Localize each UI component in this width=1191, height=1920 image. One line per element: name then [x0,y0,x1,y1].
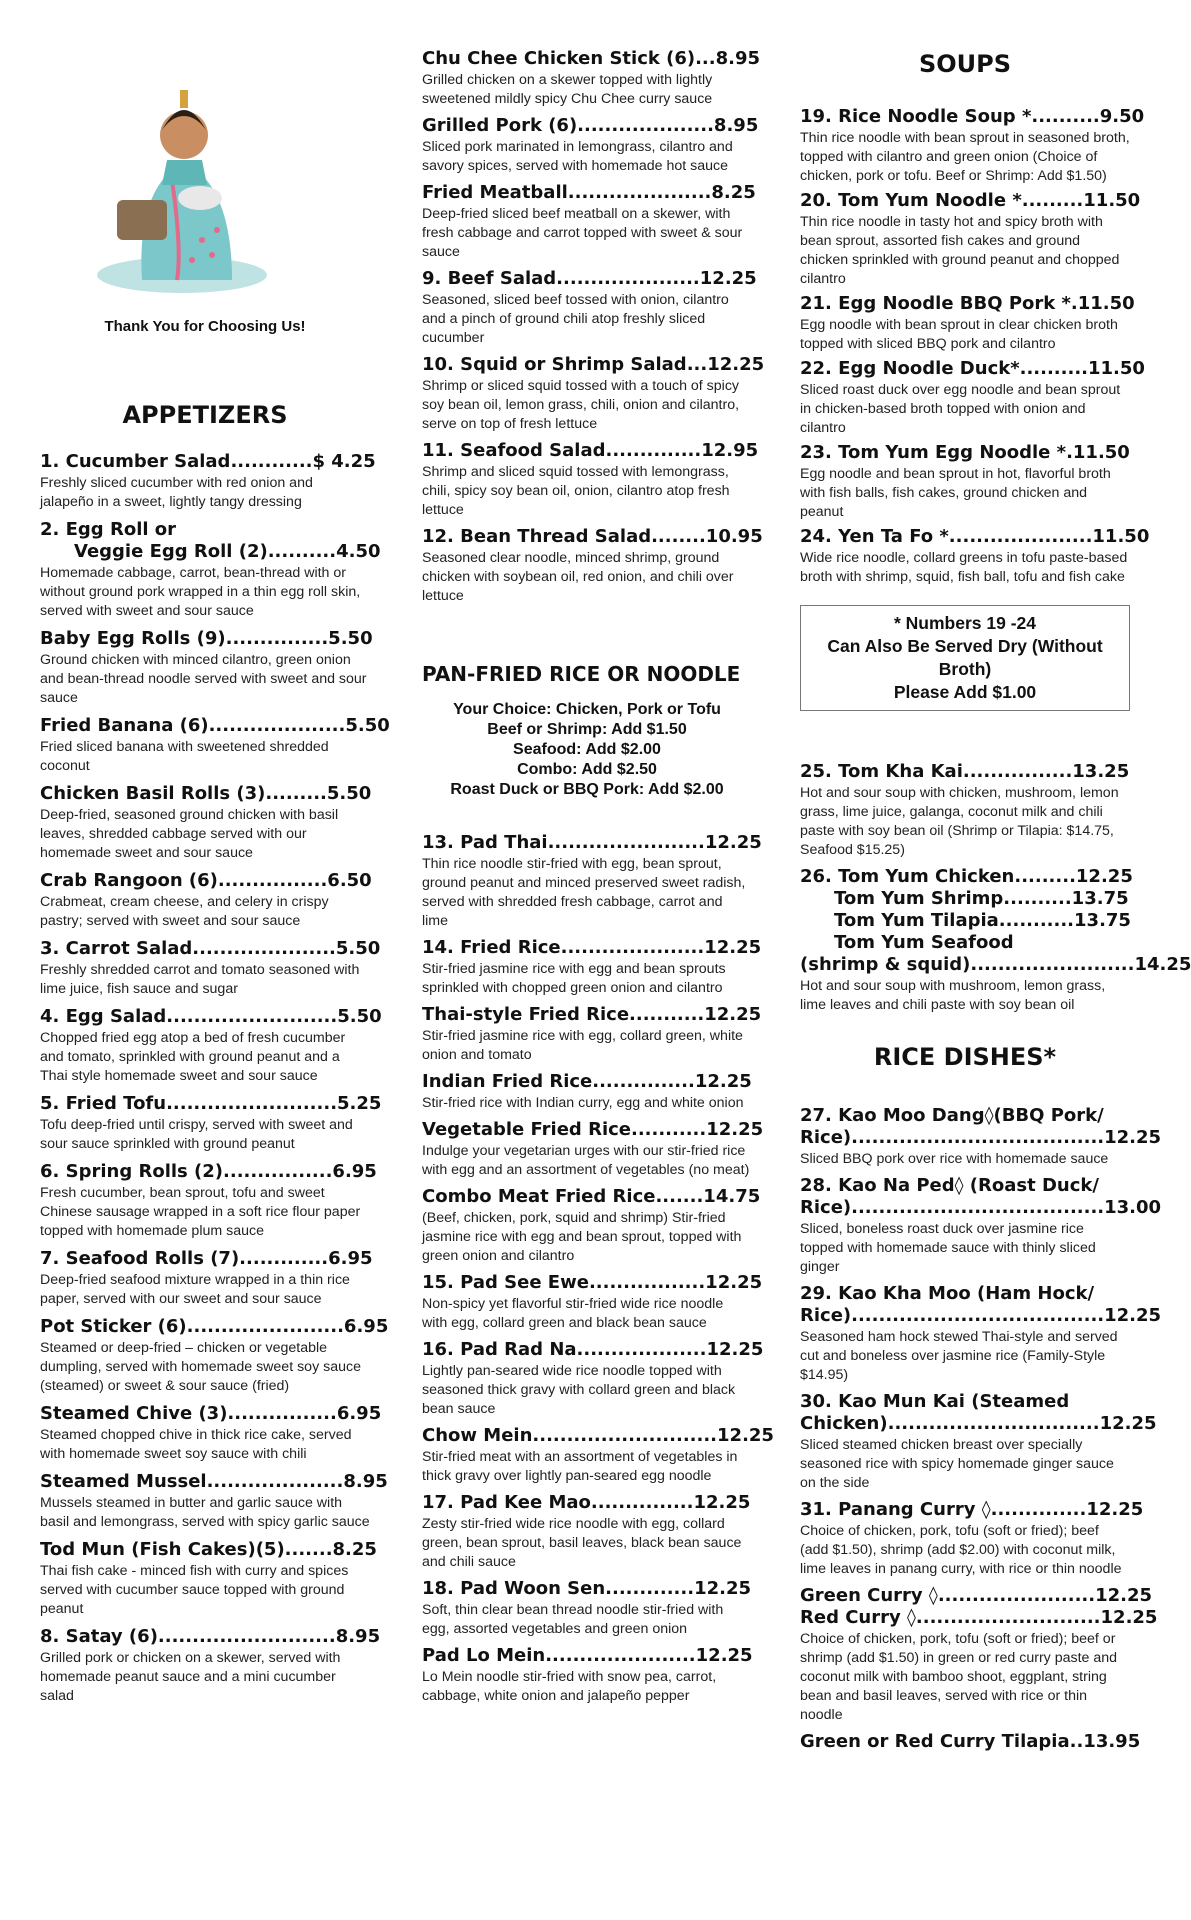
menu-item [40,1471,388,1532]
thank-you-text: Thank You for Choosing Us! [104,318,306,335]
option-line: Your Choice: Chicken, Pork or Tofu [453,701,721,718]
soups-list [800,106,1150,587]
menu-item-name: Pad Lo Mein......................12.25 [422,1645,753,1666]
menu-item-description: Stir-fried jasmine rice with egg, collard green, white onion and tomato [422,1028,743,1063]
menu-item-name: 25. Tom Kha Kai................13.25 [800,761,1130,782]
appetizers-list [40,451,390,1706]
menu-item-description: Freshly shredded carrot and tomato seasoned with lime juice, fish sauce and sugar [40,962,360,997]
menu-item-description: Stir-fried rice with Indian curry, egg and white onion [422,1095,744,1111]
menu-item-description: Egg noodle with bean sprout in clear chicken broth topped with sliced BBQ pork and cilantro [800,317,1118,352]
menu-item-name: Fried Banana (6)....................5.50 [40,715,390,736]
menu-item-description: Deep-fried sliced beef meatball on a skewer, with fresh cabbage and carrot topped with sweet & sour sauce [422,206,743,260]
menu-item-name: Chu Chee Chicken Stick (6)...8.95 [422,48,761,69]
menu-item [800,1105,1130,1127]
menu-item [800,293,1135,354]
menu-item-description: Thin rice noodle stir-fried with egg, bean sprout, ground peanut and minced preserved sweet radish, served with shredded fresh cabbage, carrot and lime [422,856,746,929]
menu-item [422,268,757,348]
menu-item-name: 11. Seafood Salad..............12.95 [422,440,759,461]
menu-item-name: 5. Fried Tofu.........................5.25 [40,1093,382,1114]
menu-item [800,1305,1162,1385]
menu-item-name: Crab Rangoon (6)................6.50 [40,870,372,891]
pan-fried-title: PAN-FRIED RICE OR NOODLE [422,662,741,686]
menu-item-name: 16. Pad Rad Na...................12.25 [422,1339,764,1360]
menu-item-name: Tom Yum Seafood [834,932,1014,953]
appetizers-continued-list [422,48,765,606]
menu-item-name: 12. Bean Thread Salad........10.95 [422,526,763,547]
menu-item-name: Pot Sticker (6).......................6.95 [40,1316,389,1337]
menu-item [422,937,762,998]
column-3 [800,0,1191,1753]
menu-item-name: 6. Spring Rolls (2)................6.95 [40,1161,377,1182]
menu-item [40,451,376,512]
menu-item [40,628,373,708]
menu-item-name: Tom Yum Tilapia...........13.75 [834,910,1131,931]
menu-item-name: Tom Yum Shrimp..........13.75 [834,888,1129,909]
menu-item-name: Red Curry ◊...........................12.25 [800,1607,1158,1628]
menu-item-description: Stir-fried meat with an assortment of vegetables in thick gravy over lightly pan-seared egg noodle [422,1449,738,1484]
column-2 [422,0,774,1712]
menu-item-name: Chicken)...............................12.25 [800,1413,1157,1434]
note-line: Can Also Be Served Dry (Without Broth) [827,636,1103,679]
menu-item-description: Fried sliced banana with sweetened shredded coconut [40,739,329,774]
menu-item [40,870,370,931]
menu-item-description: Grilled pork or chicken on a skewer, served with homemade peanut sauce and a mini cucumber salad [40,1650,341,1704]
menu-item [40,1093,382,1154]
menu-item-name: 29. Kao Kha Moo (Ham Hock/ [800,1283,1095,1304]
menu-item [422,1578,752,1639]
menu-item [800,866,1133,888]
menu-item-description: Stir-fried jasmine rice with egg and bean sprouts sprinkled with chopped green onion and cilantro [422,961,726,996]
menu-item [800,1413,1157,1493]
menu-item [40,783,370,863]
menu-item-description: Shrimp or sliced squid tossed with a touch of spicy soy bean oil, lemon grass, chili, onion and cilantro, serve on top of fresh lettuce [422,378,740,432]
menu-item-name: Steamed Mussel....................8.95 [40,1471,388,1492]
menu-item-description: Zesty stir-fried wide rice noodle with egg, collard green, bean sprout, basil leaves, black bean sauce and chili sauce [422,1516,742,1570]
menu-item-name: Chicken Basil Rolls (3).........5.50 [40,783,372,804]
menu-item-description: Deep-fried, seasoned ground chicken with basil leaves, shredded cabbage served with our homemade sweet and sour sauce [40,807,339,861]
menu-item-description: Crabmeat, cream cheese, and celery in crispy pastry; served with sweet and sour sauce [40,894,329,929]
menu-item-name: Vegetable Fried Rice...........12.25 [422,1119,764,1140]
menu-item [800,1197,1162,1277]
menu-item [800,190,1141,289]
menu-item-name: 26. Tom Yum Chicken.........12.25 [800,866,1133,887]
menu-item-description: Thai fish cake - minced fish with curry and spices served with cucumber sauce topped with ground peanut [40,1563,349,1617]
menu-item-description: Grilled chicken on a skewer topped with lightly sweetened mildly spicy Chu Chee curry sauce [422,72,713,107]
menu-item [40,1403,382,1464]
menu-item-name: 13. Pad Thai.......................12.25 [422,832,762,853]
menu-item-description: Deep-fried seafood mixture wrapped in a thin rice paper, served with our sweet and sour sauce [40,1272,350,1307]
menu-item-description: Sliced, boneless roast duck over jasmine rice topped with homemade sauce with thinly sliced ginger [800,1221,1096,1275]
menu-item [422,1186,761,1266]
menu-item-name: 10. Squid or Shrimp Salad...12.25 [422,354,765,375]
menu-item-description: Egg noodle and bean sprout in hot, flavorful broth with fish balls, fish cakes, ground chicken and peanut [800,466,1111,520]
menu-item-description: Lightly pan-seared wide rice noodle topped with seasoned thick gravy with collard green and black bean sauce [422,1363,736,1417]
option-line: Roast Duck or BBQ Pork: Add $2.00 [450,781,724,798]
menu-item-description: Sliced BBQ pork over rice with homemade sauce [800,1151,1109,1167]
menu-item [422,1339,764,1419]
menu-item-name: 31. Panang Curry ◊..............12.25 [800,1499,1144,1520]
menu-item-name: Green or Red Curry Tilapia..13.95 [800,1731,1141,1752]
menu-item-description: Steamed or deep-fried – chicken or vegetable dumpling, served with homemade sweet soy sauce (steamed) or sweet & sour sauce (fried) [40,1340,361,1394]
menu-item-description: Soft, thin clear bean thread noodle stir-fried with egg, assorted vegetables and green onion [422,1602,724,1637]
menu-item-description: Choice of chicken, pork, tofu (soft or fried); beef or shrimp (add $1.50) in green or red curry paste and coconut milk with bamboo shoot, eggplant, string bean and basil leaves, served with rice or thin noodle [800,1631,1118,1723]
menu-item-description: Freshly sliced cucumber with red onion and jalapeño in a sweet, lightly tangy dressing [40,475,313,510]
menu-item-name: 17. Pad Kee Mao...............12.25 [422,1492,751,1513]
menu-item-description: Fresh cucumber, bean sprout, tofu and sweet Chinese sausage wrapped in a soft rice flour paper topped with homemade plum sauce [40,1185,361,1239]
menu-item [800,106,1145,186]
menu-item-name: 9. Beef Salad.....................12.25 [422,268,757,289]
menu-item [800,1585,1153,1607]
menu-item-name: 30. Kao Mun Kai (Steamed [800,1391,1070,1412]
menu-item-name: 21. Egg Noodle BBQ Pork *.11.50 [800,293,1135,314]
menu-item-description: Hot and sour soup with chicken, mushroom, lemon grass, lime juice, galanga, coconut milk and chili paste with soy bean oil (Shrimp or Tilapia: $14.75, Seafood $15.25) [800,785,1119,858]
menu-item [422,1272,763,1333]
menu-item [40,1626,381,1706]
menu-item [422,1119,764,1180]
menu-item [40,519,370,541]
menu-item-name: 20. Tom Yum Noodle *.........11.50 [800,190,1141,211]
menu-item-name: Baby Egg Rolls (9)...............5.50 [40,628,373,649]
menu-item [800,526,1150,587]
menu-item-name: 4. Egg Salad.........................5.50 [40,1006,382,1027]
menu-item [422,354,765,434]
menu-item-description: Sliced roast duck over egg noodle and bean sprout in chicken-based broth topped with onion and cilantro [800,382,1121,436]
menu-item [800,954,1191,1015]
menu-item [422,1645,752,1706]
menu-item-name: 24. Yen Ta Fo *.....................11.50 [800,526,1150,547]
menu-item-name: 19. Rice Noodle Soup *..........9.50 [800,106,1145,127]
menu-item [40,715,390,776]
menu-item-description: (Beef, chicken, pork, squid and shrimp) Stir-fried jasmine rice with egg and bean sprout, topped with green onion and cilantro [422,1210,742,1264]
menu-item-name: 1. Cucumber Salad............$ 4.25 [40,451,376,472]
menu-item [800,1127,1162,1169]
menu-item-name: 14. Fried Rice.....................12.25 [422,937,762,958]
menu-item [800,888,1130,910]
menu-item [800,1499,1144,1579]
menu-item [422,182,756,262]
menu-item-description: Sliced steamed chicken breast over specially seasoned rice with spicy homemade ginger sauce on the side [800,1437,1114,1491]
menu-item-name: Thai-style Fried Rice...........12.25 [422,1004,762,1025]
menu-item-name: 18. Pad Woon Sen.............12.25 [422,1578,752,1599]
menu-item-description: Wide rice noodle, collard greens in tofu paste-based broth with shrimp, squid, fish ball, tofu and fish cake [800,550,1128,585]
menu-item [422,832,762,931]
menu-item-name: Rice).....................................12.25 [800,1127,1162,1148]
menu-item-description: Seasoned, sliced beef tossed with onion, cilantro and a pinch of ground chili atop freshly sliced cucumber [422,292,729,346]
menu-item-description: Mussels steamed in butter and garlic sauce with basil and lemongrass, served with spicy garlic sauce [40,1495,370,1530]
menu-item-name: Veggie Egg Roll (2)..........4.50 [74,541,381,562]
option-line: Beef or Shrimp: Add $1.50 [487,721,687,738]
menu-item [800,442,1130,522]
soups-title: SOUPS [918,50,1012,78]
menu-item-description: Non-spicy yet flavorful stir-fried wide rice noodle with egg, collard green and black bean sauce [422,1296,724,1331]
dry-option-note [800,605,1130,711]
menu-item-description: Chopped fried egg atop a bed of fresh cucumber and tomato, sprinkled with ground peanut and a Thai style homemade sweet and sour sauce [40,1030,346,1084]
menu-item-description: Thin rice noodle with bean sprout in seasoned broth, topped with cilantro and green onion (Choice of chicken, pork or tofu. Beef or Shrimp: Add $1.50) [800,130,1130,184]
protein-options [422,700,752,800]
menu-item [422,526,763,606]
rice-dishes-title: RICE DISHES* [873,1043,1057,1071]
rice-dishes-list [800,1105,1162,1753]
menu-item-name: Indian Fried Rice...............12.25 [422,1071,752,1092]
menu-item [422,440,759,520]
menu-item [422,1004,762,1065]
note-line: * Numbers 19 -24 [893,613,1036,633]
menu-item-name: 3. Carrot Salad.....................5.50 [40,938,381,959]
menu-item-name: Rice).....................................12.25 [800,1305,1162,1326]
menu-item-name: Steamed Chive (3)................6.95 [40,1403,382,1424]
menu-item-name: 22. Egg Noodle Duck*..........11.50 [800,358,1145,379]
menu-item [800,1283,1130,1305]
menu-item [40,1316,389,1396]
menu-item-name: Tod Mun (Fish Cakes)(5).......8.25 [40,1539,377,1560]
menu-item-name: Fried Meatball.....................8.25 [422,182,756,203]
menu-item-description: Seasoned clear noodle, minced shrimp, ground chicken with soybean oil, red onion, and chili over lettuce [422,550,734,604]
menu-item [800,761,1130,860]
menu-item-description: Lo Mein noodle stir-fried with snow pea, carrot, cabbage, white onion and jalapeño pepper [422,1669,717,1704]
menu-item-description: Sliced pork marinated in lemongrass, cilantro and savory spices, served with homemade hot sauce [422,139,733,174]
menu-item-name: Green Curry ◊.......................12.25 [800,1585,1153,1606]
option-line: Seafood: Add $2.00 [513,741,661,758]
tom-soups-list [800,761,1191,1015]
note-line: Please Add $1.00 [893,682,1037,702]
menu-item [422,1425,774,1486]
menu-item-name: Chow Mein...........................12.25 [422,1425,774,1446]
option-line: Combo: Add $2.50 [517,761,657,778]
menu-item [800,1731,1141,1753]
menu-item-name: 23. Tom Yum Egg Noodle *.11.50 [800,442,1130,463]
pan-fried-list [422,832,774,1706]
menu-item [40,1539,377,1619]
menu-item [422,1071,752,1113]
menu-item-name: 2. Egg Roll or [40,519,177,540]
menu-item-description: Tofu deep-fried until crispy, served with sweet and sour sauce sprinkled with ground peanut [40,1117,353,1152]
menu-item-name: 28. Kao Na Ped◊ (Roast Duck/ [800,1175,1099,1196]
menu-item [422,48,761,109]
menu-item-name: 8. Satay (6)..........................8.95 [40,1626,381,1647]
menu-item [422,1492,752,1572]
menu-item-name: Rice).....................................13.00 [800,1197,1162,1218]
menu-item-description: Indulge your vegetarian urges with our stir-fried rice with egg and an assortment of vegetables (no meat) [422,1143,750,1178]
menu-item-description: Thin rice noodle in tasty hot and spicy broth with bean sprout, assorted fish cakes and ground chicken sprinkled with ground peanut and chopped cilantro [800,214,1120,287]
thai-figurine-logo [82,50,272,300]
menu-item-description: Homemade cabbage, carrot, bean-thread with or without ground pork wrapped in a thin egg roll skin, served with sweet and sour sauce [40,565,361,619]
column-1 [40,0,390,1713]
menu-item [40,541,381,621]
menu-item [800,932,1130,954]
menu-item-name: 7. Seafood Rolls (7).............6.95 [40,1248,373,1269]
menu-item [800,358,1145,438]
appetizers-title: APPETIZERS [122,401,288,429]
menu-item-description: Shrimp and sliced squid tossed with lemongrass, chili, spicy soy bean oil, onion, cilantro atop fresh lettuce [422,464,730,518]
menu-item-name: 15. Pad See Ewe.................12.25 [422,1272,763,1293]
menu-item [800,1607,1158,1725]
menu-item [800,1391,1130,1413]
menu-item-name: (shrimp & squid)........................14.25 [800,954,1191,975]
menu-item [422,115,759,176]
menu-item-description: Choice of chicken, pork, tofu (soft or fried); beef (add $1.50), shrimp (add $2.00) with coconut milk, lime leaves in panang curry, with rice or thin noodle [800,1523,1122,1577]
menu-item [40,938,381,999]
menu-item [800,910,1130,932]
menu-item [40,1006,382,1086]
menu-item-description: Ground chicken with minced cilantro, green onion and bean-thread noodle served with sweet and sour sauce [40,652,367,706]
menu-item [40,1161,377,1241]
menu-item-name: 27. Kao Moo Dang◊(BBQ Pork/ [800,1105,1104,1126]
menu-item-description: Seasoned ham hock stewed Thai-style and served cut and boneless over jasmine rice (Family-Style $14.95) [800,1329,1118,1383]
menu-item-name: Combo Meat Fried Rice.......14.75 [422,1186,761,1207]
menu-item-description: Hot and sour soup with mushroom, lemon grass, lime leaves and chili paste with soy bean oil [800,978,1106,1013]
menu-item [800,1175,1130,1197]
menu-item [40,1248,373,1309]
menu-item-name: Grilled Pork (6)....................8.95 [422,115,759,136]
menu-item-description: Steamed chopped chive in thick rice cake, served with homemade sweet soy sauce with chili [40,1427,352,1462]
